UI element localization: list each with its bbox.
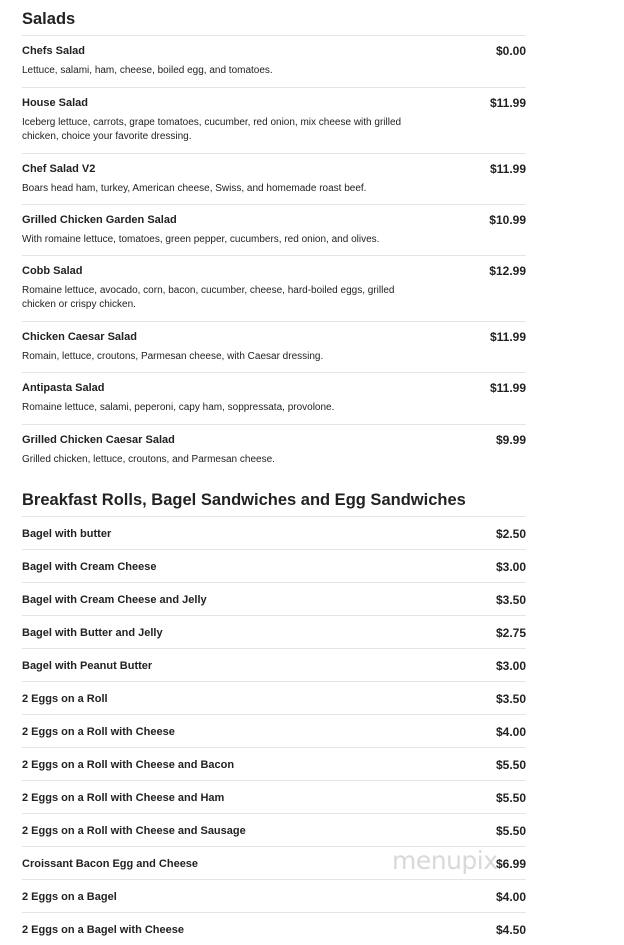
menu-item[interactable]: [22, 424, 526, 474]
item-description: With romaine lettuce, tomatoes, green pepper, cucumbers, red onion, and olives.: [22, 234, 380, 245]
item-price: $5.50: [495, 824, 526, 838]
item-price: $3.00: [495, 560, 526, 574]
menu-item[interactable]: [22, 153, 526, 204]
item-name: House Salad: [22, 97, 89, 109]
item-price: $11.99: [489, 381, 526, 395]
item-name: Chicken Caesar Salad: [22, 331, 137, 343]
item-price: $3.50: [495, 692, 526, 706]
menu-item[interactable]: [22, 204, 526, 255]
item-price: $4.00: [495, 890, 526, 904]
item-price: $10.99: [489, 213, 526, 227]
menu-item[interactable]: [22, 681, 526, 714]
item-description: Romaine lettuce, salami, peperoni, capy ham, soppressata, provolone.: [22, 402, 335, 413]
section-title-salads: Salads: [22, 10, 76, 28]
menu-item[interactable]: [22, 549, 526, 582]
item-price: $11.99: [489, 162, 526, 176]
menu-item[interactable]: [22, 87, 526, 153]
menu-item[interactable]: [22, 615, 526, 648]
item-description: Iceberg lettuce, carrots, grape tomatoes, cucumber, red onion, mix cheese with grilled chicken, choice your favorite dressing.: [22, 117, 402, 142]
item-name: Croissant Bacon Egg and Cheese: [22, 858, 199, 870]
menu-item[interactable]: [22, 813, 526, 846]
menu-item[interactable]: [22, 321, 526, 372]
item-price: $11.99: [489, 96, 526, 110]
item-description: Romain, lettuce, croutons, Parmesan cheese, with Caesar dressing.: [22, 351, 324, 362]
item-name: 2 Eggs on a Bagel: [22, 891, 117, 903]
menu-item[interactable]: [22, 582, 526, 615]
item-description: Boars head ham, turkey, American cheese, Swiss, and homemade roast beef.: [22, 183, 367, 194]
item-name: Chef Salad V2: [22, 163, 96, 175]
menu-item[interactable]: [22, 516, 526, 549]
item-price: $2.75: [495, 626, 526, 640]
item-name: 2 Eggs on a Roll with Cheese: [22, 726, 175, 738]
item-price: $3.00: [495, 659, 526, 673]
menu-item[interactable]: [22, 747, 526, 780]
menupix-watermark: menupix: [392, 846, 498, 875]
item-price: $5.50: [495, 758, 526, 772]
item-name: 2 Eggs on a Roll with Cheese and Ham: [22, 792, 225, 804]
item-name: 2 Eggs on a Roll: [22, 693, 108, 705]
item-description: Romaine lettuce, avocado, corn, bacon, cucumber, cheese, hard-boiled eggs, grilled chicken or crispy chicken.: [22, 285, 395, 310]
item-name: Bagel with Butter and Jelly: [22, 627, 163, 639]
item-price: $12.99: [489, 264, 526, 278]
item-name: 2 Eggs on a Roll with Cheese and Bacon: [22, 759, 235, 771]
item-name: Antipasta Salad: [22, 382, 105, 394]
item-name: Grilled Chicken Garden Salad: [22, 214, 177, 226]
item-name: Cobb Salad: [22, 265, 83, 277]
menu-item[interactable]: [22, 35, 526, 87]
item-price: $2.50: [495, 527, 526, 541]
item-name: 2 Eggs on a Roll with Cheese and Sausage: [22, 825, 246, 837]
item-price: $4.50: [495, 923, 526, 937]
item-price: $9.99: [495, 433, 526, 447]
item-name: Bagel with Cream Cheese and Jelly: [22, 594, 207, 606]
menu-item[interactable]: [22, 879, 526, 912]
menu-item[interactable]: [22, 912, 526, 945]
menu-item[interactable]: [22, 714, 526, 747]
item-description: Lettuce, salami, ham, cheese, boiled egg, and tomatoes.: [22, 65, 273, 76]
item-name: Bagel with Peanut Butter: [22, 660, 153, 672]
item-price: $5.50: [495, 791, 526, 805]
item-name: Grilled Chicken Caesar Salad: [22, 434, 175, 446]
menu-item[interactable]: [22, 780, 526, 813]
item-name: Chefs Salad: [22, 45, 85, 57]
menu-item[interactable]: [22, 255, 526, 321]
item-name: Bagel with Cream Cheese: [22, 561, 157, 573]
menu-item[interactable]: [22, 648, 526, 681]
item-price: $0.00: [495, 44, 526, 58]
item-name: Bagel with butter: [22, 528, 112, 540]
item-description: Grilled chicken, lettuce, croutons, and Parmesan cheese.: [22, 454, 275, 465]
item-price: $6.99: [495, 857, 526, 871]
item-price: $11.99: [489, 330, 526, 344]
menu-item[interactable]: [22, 372, 526, 424]
item-name: 2 Eggs on a Bagel with Cheese: [22, 924, 184, 936]
menu-item[interactable]: [22, 846, 526, 879]
item-price: $4.00: [495, 725, 526, 739]
item-price: $3.50: [495, 593, 526, 607]
section-title-breakfast: Breakfast Rolls, Bagel Sandwiches and Egg Sandwiches: [22, 491, 466, 509]
